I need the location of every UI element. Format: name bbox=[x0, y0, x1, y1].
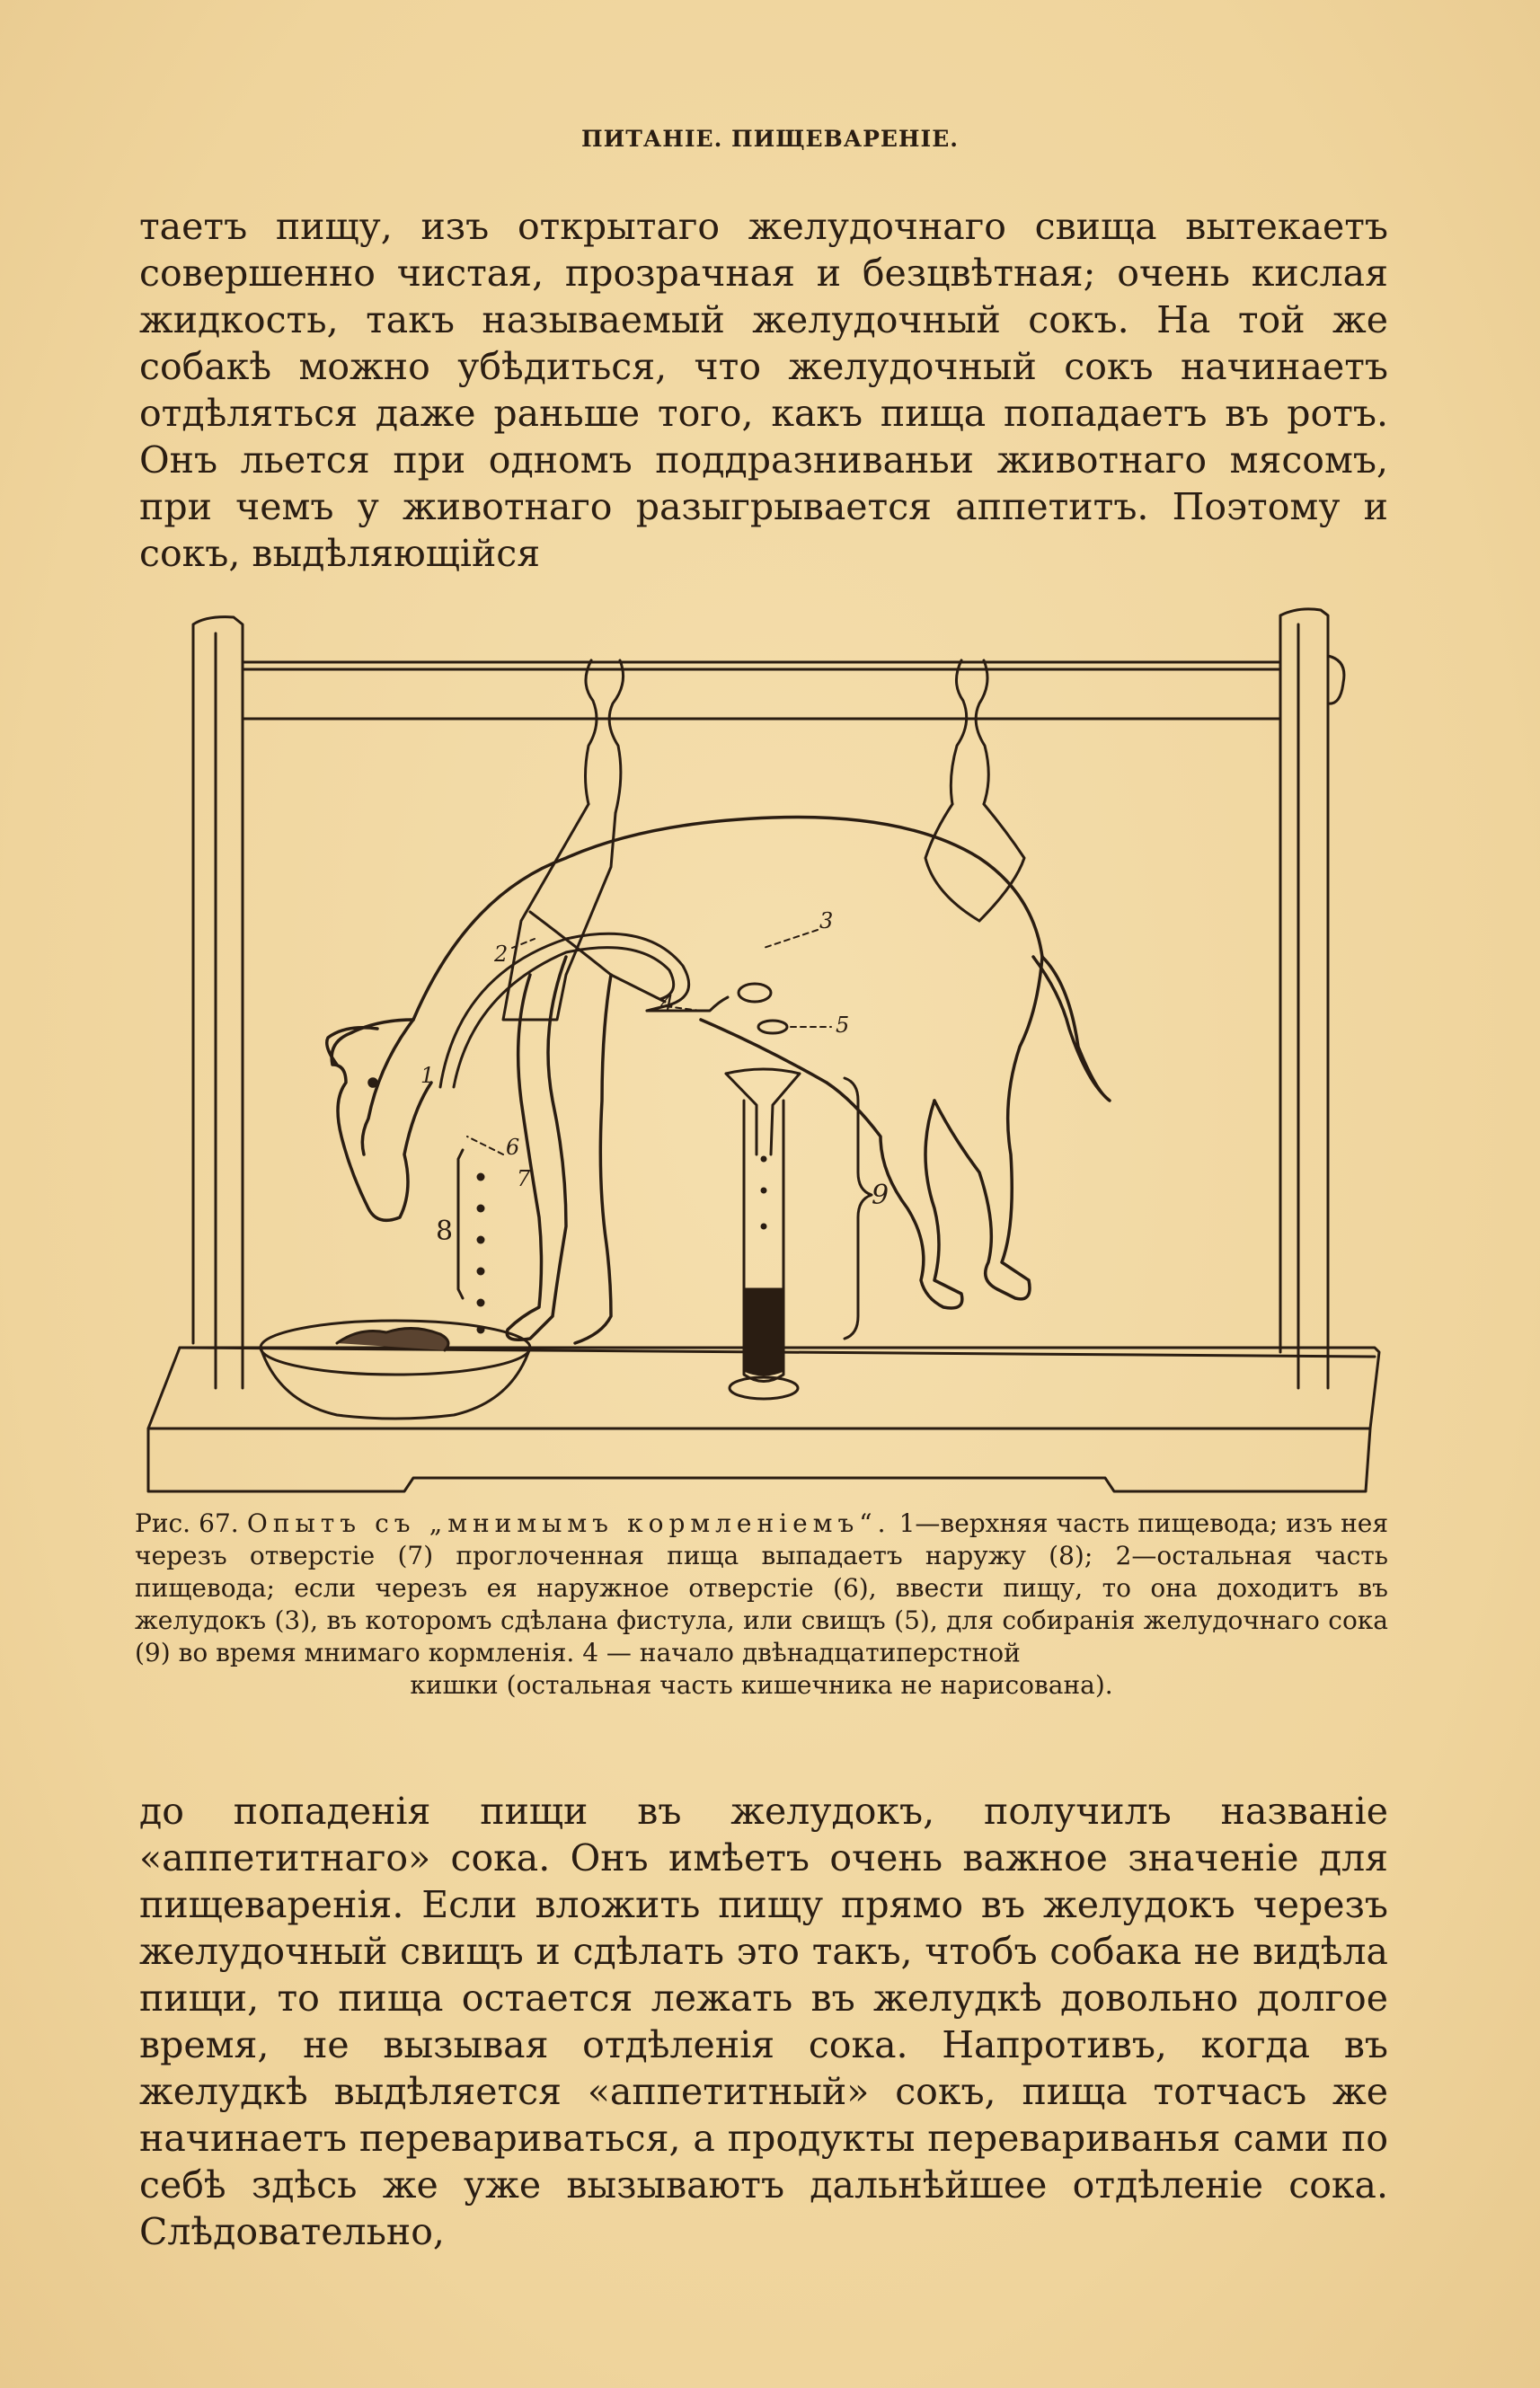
label-5: 5 bbox=[836, 1013, 850, 1038]
paragraph-text: таетъ пищу, изъ открытаго желудочнаго свища вытекаетъ совершенно чистая, прозрачная и безцвѣтная; очень кислая жидкость, такъ называемый желудочный сокъ. На той же собакѣ можно убѣдиться, что желудочный сокъ начинаетъ отдѣляться даже раньше того, какъ пища попадаетъ въ ротъ. Онъ льется при одномъ поддразниваньи животнаго мясомъ, при чемъ у животнаго разыгрывается аппетитъ. Поэтому и сокъ, выдѣляющійся bbox=[139, 205, 1388, 575]
caption-fig-number: Рис. 67. bbox=[135, 1508, 239, 1538]
label-8: 8 bbox=[436, 1216, 454, 1247]
label-9: 9 bbox=[872, 1180, 889, 1211]
collection-cylinder bbox=[726, 1069, 800, 1399]
label-leaders bbox=[467, 930, 831, 1154]
caption-fig-title: Опытъ съ „мнимымъ кормленіемъ“. bbox=[246, 1508, 891, 1538]
bracket-8 bbox=[458, 1150, 463, 1298]
figure-caption bbox=[135, 1508, 1388, 1702]
caption-last-line: кишки (остальная часть кишечника не нарисована). bbox=[410, 1670, 1113, 1700]
label-3: 3 bbox=[819, 908, 834, 933]
falling-food-dots bbox=[477, 1173, 485, 1334]
stand-crossbar bbox=[243, 662, 1280, 719]
bracket-9 bbox=[845, 1078, 872, 1339]
label-6: 6 bbox=[506, 1135, 520, 1160]
esophagus-tube bbox=[440, 933, 787, 1087]
figure-illustration bbox=[144, 597, 1384, 1505]
label-2: 2 bbox=[494, 942, 509, 967]
dog-body bbox=[327, 818, 1110, 1343]
caption-text: 1—верхняя часть пищевода; изъ нея черезъ отверстіе (7) проглоченная пища выпадаетъ наружу (8); 2—остальная часть пищевода; если черезъ ея наружное отверстіе (6), ввести пищу, то она доходитъ въ желудокъ (3), въ которомъ сдѣлана фистула, или свищъ (5), для собиранія желудочнаго сока (9) во время мнимаго кормленія. 4 — начало двѣнадцатиперстной bbox=[135, 1508, 1389, 1667]
food-bowl bbox=[261, 1321, 530, 1419]
stand-left-post bbox=[193, 617, 243, 1388]
label-1: 1 bbox=[420, 1063, 435, 1088]
stand-right-post bbox=[1280, 609, 1344, 1388]
running-head: ПИТАНІЕ. ПИЩЕВАРЕНІЕ. bbox=[581, 126, 959, 152]
body-paragraph-top bbox=[139, 203, 1388, 577]
label-7: 7 bbox=[517, 1166, 531, 1191]
paragraph-text: до попаденія пищи въ желудокъ, получилъ названіе «аппетитнаго» сока. Онъ имѣетъ очень важное значеніе для пищеваренія. Если вложить пищу прямо въ желудокъ черезъ желудочный свищъ и сдѣлать это такъ, чтобъ собака не видѣла пищи, то пища остается лежать въ желудкѣ довольно долгое время, не вызывая отдѣленія сока. Напротивъ, когда въ желудкѣ выдѣляется «аппетитный» сокъ, пища тотчасъ же начинаетъ перевариваться, а продукты перевариванья сами по себѣ здѣсь же уже вызываютъ дальнѣйшее отдѣленіе сока. Слѣдовательно, bbox=[139, 1790, 1388, 2253]
label-4: 4 bbox=[660, 991, 675, 1016]
body-paragraph-bottom bbox=[139, 1788, 1388, 2255]
